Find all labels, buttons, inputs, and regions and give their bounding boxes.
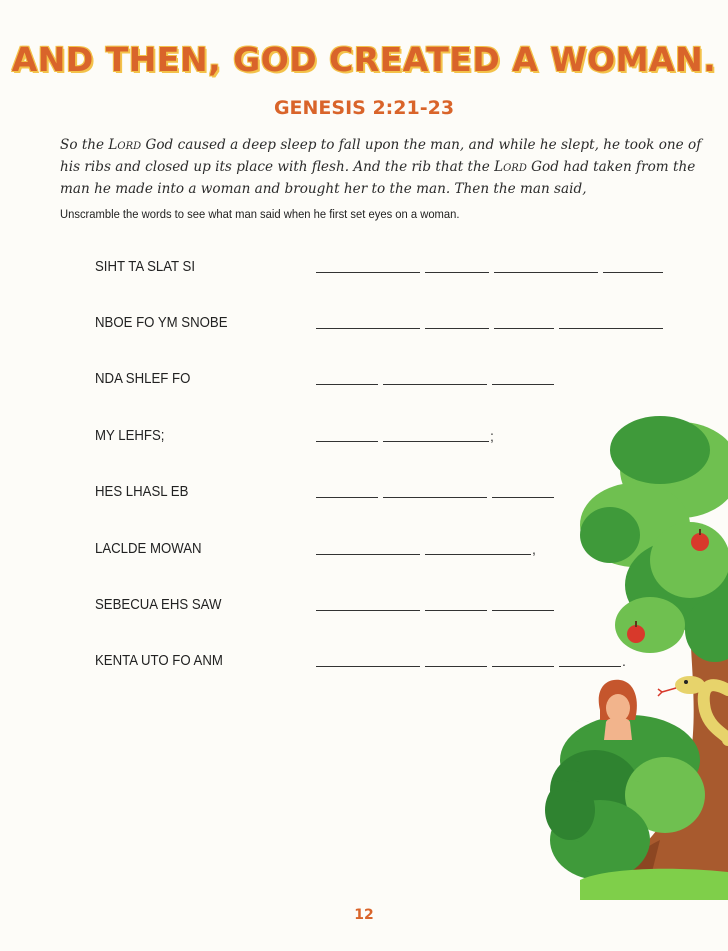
scrambled-phrase: SEBECUA EHS SAW <box>95 596 222 613</box>
answer-punctuation: , <box>532 541 536 557</box>
answer-blank[interactable] <box>425 272 489 273</box>
answer-blank[interactable] <box>316 666 420 667</box>
answer-blank[interactable] <box>494 272 598 273</box>
verse-text <box>60 134 720 200</box>
answer-blank[interactable] <box>316 384 378 385</box>
puzzle-row <box>0 314 728 338</box>
answer-blank[interactable] <box>316 441 378 442</box>
puzzle-row <box>0 370 728 394</box>
scrambled-phrase: LACLDE MOWAN <box>95 540 202 557</box>
answer-blank[interactable] <box>316 497 378 498</box>
instruction-text: Unscramble the words to see what man said when he first set eyes on a woman. <box>60 207 460 221</box>
answer-blank[interactable] <box>316 272 420 273</box>
page-number: 12 <box>354 907 374 923</box>
answer-blank[interactable] <box>316 328 420 329</box>
scrambled-phrase: MY LEHFS; <box>95 427 165 444</box>
scrambled-phrase: KENTA UTO FO ANM <box>95 652 223 669</box>
verse-part-1: So the <box>60 137 109 153</box>
garden-illustration <box>540 410 728 900</box>
answer-blank[interactable] <box>559 328 663 329</box>
answer-blank[interactable] <box>603 272 663 273</box>
answer-blank[interactable] <box>492 384 554 385</box>
scrambled-phrase: NDA SHLEF FO <box>95 370 191 387</box>
verse-lord-1: Lord <box>108 137 142 153</box>
page-title: AND THEN, GOD CREATED A WOMAN. <box>11 40 717 79</box>
answer-blank[interactable] <box>494 328 554 329</box>
answer-blank[interactable] <box>316 554 420 555</box>
answer-blank[interactable] <box>316 610 420 611</box>
scripture-reference: GENESIS 2:21-23 <box>273 97 455 119</box>
verse-part-3: God had taken from the man he made into a woman and brought her to the man. Then the man said, <box>60 159 696 197</box>
answer-blank[interactable] <box>383 384 487 385</box>
verse-lord-2: Lord <box>494 159 527 175</box>
answer-blank[interactable] <box>425 554 531 555</box>
answer-punctuation: ; <box>490 428 494 444</box>
verse-part-2: God caused a deep sleep to fall upon the man, and while he slept, he took one of his ribs and closed up its place with flesh. And the rib that the <box>60 137 702 175</box>
answer-blank[interactable] <box>425 610 487 611</box>
scrambled-phrase: NBOE FO YM SNOBE <box>95 314 228 331</box>
answer-punctuation: . <box>622 653 626 669</box>
answer-blank[interactable] <box>383 441 489 442</box>
scrambled-phrase: HES LHASL EB <box>95 483 189 500</box>
answer-blank[interactable] <box>425 328 489 329</box>
answer-blank[interactable] <box>425 666 487 667</box>
scrambled-phrase: SIHT TA SLAT SI <box>95 258 196 275</box>
answer-blank[interactable] <box>383 497 487 498</box>
puzzle-row <box>0 258 728 282</box>
